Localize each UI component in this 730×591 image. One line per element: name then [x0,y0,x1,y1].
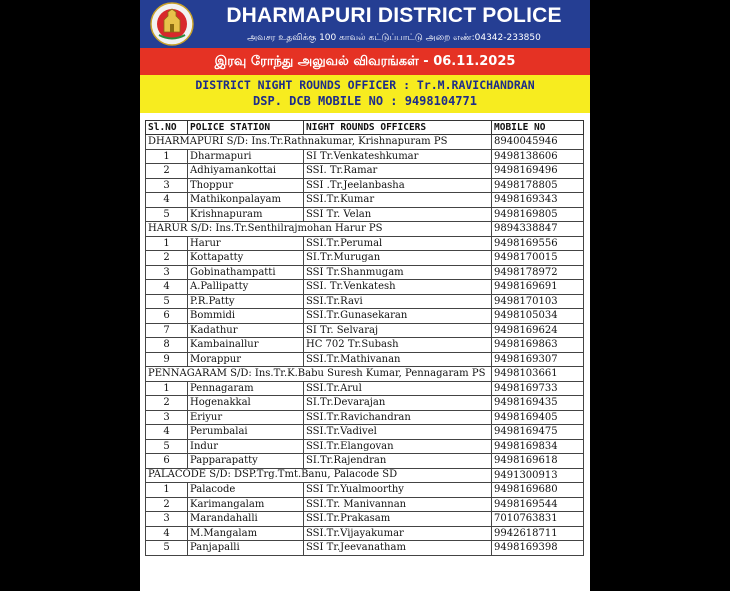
officer-cell: SI Tr.Venkateshkumar [304,149,492,164]
sl-cell: 3 [146,512,188,527]
station-cell: Panjapalli [188,541,304,556]
officer-cell: SSI.Tr.Perumal [304,236,492,251]
table-row [146,323,584,338]
header-police-station: POLICE STATION [188,121,304,135]
header-mobile-no: MOBILE NO [492,121,584,135]
table-row [146,454,584,469]
mobile-cell: 9942618711 [492,526,584,541]
mobile-cell: 9498169691 [492,280,584,295]
sl-cell: 3 [146,410,188,425]
rounds-officer-name: DISTRICT NIGHT ROUNDS OFFICER : Tr.M.RAVICHANDRAN [195,78,535,92]
table-body [146,135,584,556]
section-mobile: 8940045946 [492,135,584,150]
document-page [140,0,590,591]
sl-cell: 1 [146,381,188,396]
table-row [146,193,584,208]
section-row [146,135,584,150]
mobile-cell: 9498169475 [492,425,584,440]
station-cell: Krishnapuram [188,207,304,222]
station-cell: Marandahalli [188,512,304,527]
table-row [146,381,584,396]
officer-cell: SI.Tr.Devarajan [304,396,492,411]
station-cell: Hogenakkal [188,396,304,411]
mobile-cell: 9498169307 [492,352,584,367]
mobile-cell: 9498105034 [492,309,584,324]
section-row [146,222,584,237]
station-cell: A.Pallipatty [188,280,304,295]
section-title: PALACODE S/D: DSP.Trg.Tmt.Banu, Palacode SD [146,468,492,483]
officer-cell: SSI.Tr.Vijayakumar [304,526,492,541]
sl-cell: 2 [146,497,188,512]
officer-cell: SSI. Tr.Ramar [304,164,492,179]
officer-cell: SSI. Tr.Venkatesh [304,280,492,295]
sl-cell: 4 [146,280,188,295]
sl-cell: 1 [146,149,188,164]
sl-cell: 5 [146,439,188,454]
section-mobile: 9491300913 [492,468,584,483]
mobile-cell: 7010763831 [492,512,584,527]
officer-cell: SSI.Tr.Gunasekaran [304,309,492,324]
section-mobile: 9894338847 [492,222,584,237]
sl-cell: 6 [146,309,188,324]
section-title: HARUR S/D: Ins.Tr.Senthilrajmohan Harur PS [146,222,492,237]
table-row [146,338,584,353]
mobile-cell: 9498169435 [492,396,584,411]
table-row [146,425,584,440]
officer-cell: SSI Tr. Velan [304,207,492,222]
officer-cell: SSI.Tr.Ravi [304,294,492,309]
rounds-officer-banner [140,75,590,113]
table-row [146,439,584,454]
table-row [146,251,584,266]
officer-cell: HC 702 Tr.Subash [304,338,492,353]
table-row [146,236,584,251]
sl-cell: 2 [146,251,188,266]
mobile-cell: 9498169624 [492,323,584,338]
table-row [146,483,584,498]
table-row [146,309,584,324]
table-row [146,149,584,164]
sl-cell: 1 [146,483,188,498]
sl-cell: 8 [146,338,188,353]
mobile-cell: 9498169680 [492,483,584,498]
station-cell: Dharmapuri [188,149,304,164]
sl-cell: 3 [146,265,188,280]
table-row [146,280,584,295]
officer-cell: SSI Tr.Jeevanatham [304,541,492,556]
table-header-row [146,121,584,135]
sl-cell: 5 [146,207,188,222]
night-rounds-banner [140,48,590,75]
sl-cell: 2 [146,396,188,411]
table-row [146,541,584,556]
mobile-cell: 9498169544 [492,497,584,512]
station-cell: Kottapatty [188,251,304,266]
sl-cell: 3 [146,178,188,193]
officer-cell: SSI.Tr.Elangovan [304,439,492,454]
station-cell: Gobinathampatti [188,265,304,280]
mobile-cell: 9498169863 [492,338,584,353]
sl-cell: 4 [146,526,188,541]
officer-cell: SSI.Tr. Manivannan [304,497,492,512]
table-row [146,164,584,179]
sl-cell: 4 [146,193,188,208]
station-cell: M.Mangalam [188,526,304,541]
table-row [146,512,584,527]
mobile-cell: 9498138606 [492,149,584,164]
station-cell: Perumbalai [188,425,304,440]
mobile-cell: 9498169618 [492,454,584,469]
table-row [146,526,584,541]
officer-cell: SSI Tr.Shanmugam [304,265,492,280]
station-cell: Adhiyamankottai [188,164,304,179]
officer-cell: SI.Tr.Murugan [304,251,492,266]
sl-cell: 5 [146,294,188,309]
officer-cell: SSI.Tr.Ravichandran [304,410,492,425]
mobile-cell: 9498169834 [492,439,584,454]
mobile-cell: 9498169556 [492,236,584,251]
officer-cell: SSI .Tr.Jeelanbasha [304,178,492,193]
table-row [146,178,584,193]
sl-cell: 6 [146,454,188,469]
table-row [146,265,584,280]
table-row [146,497,584,512]
table-row [146,207,584,222]
mobile-cell: 9498169733 [492,381,584,396]
section-row [146,468,584,483]
sl-cell: 2 [146,164,188,179]
mobile-cell: 9498169496 [492,164,584,179]
station-cell: Morappur [188,352,304,367]
officer-cell: SI Tr. Selvaraj [304,323,492,338]
police-emblem-logo [150,2,194,46]
control-room-line: அவசர உதவிக்கு 100 காவல் கட்டுப்பாட்டு அறை எண்:04342-233850 [247,33,541,43]
officer-cell: SSI.Tr.Arul [304,381,492,396]
mobile-cell: 9498169343 [492,193,584,208]
sl-cell: 9 [146,352,188,367]
officer-cell: SSI.Tr.Prakasam [304,512,492,527]
station-cell: Bommidi [188,309,304,324]
sl-cell: 4 [146,425,188,440]
station-cell: P.R.Patty [188,294,304,309]
night-rounds-table [145,120,584,556]
mobile-cell: 9498178972 [492,265,584,280]
station-cell: Harur [188,236,304,251]
table-row [146,396,584,411]
table-row [146,410,584,425]
section-title: DHARMAPURI S/D: Ins.Tr.Rathnakumar, Krishnapuram PS [146,135,492,150]
table-row [146,352,584,367]
mobile-cell: 9498169398 [492,541,584,556]
sl-cell: 5 [146,541,188,556]
station-cell: Eriyur [188,410,304,425]
station-cell: Pennagaram [188,381,304,396]
section-mobile: 9498103661 [492,367,584,382]
header-sl-no: Sl.NO [146,121,188,135]
header-banner [140,0,590,48]
page-title: DHARMAPURI DISTRICT POLICE [226,4,562,27]
mobile-cell: 9498169805 [492,207,584,222]
officer-cell: SSI.Tr.Mathivanan [304,352,492,367]
officer-cell: SSI.Tr.Vadivel [304,425,492,440]
station-cell: Kadathur [188,323,304,338]
table-row [146,294,584,309]
officer-cell: SI.Tr.Rajendran [304,454,492,469]
section-row [146,367,584,382]
header-night-rounds-officers: NIGHT ROUNDS OFFICERS [304,121,492,135]
rounds-officer-mobile: DSP. DCB MOBILE NO : 9498104771 [253,94,477,108]
sl-cell: 1 [146,236,188,251]
section-title: PENNAGARAM S/D: Ins.Tr.K.Babu Suresh Kumar, Pennagaram PS [146,367,492,382]
station-cell: Thoppur [188,178,304,193]
officer-cell: SSI Tr.Yualmoorthy [304,483,492,498]
mobile-cell: 9498178805 [492,178,584,193]
station-cell: Indur [188,439,304,454]
station-cell: Karimangalam [188,497,304,512]
night-rounds-title: இரவு ரோந்து அலுவல் விவரங்கள் - 06.11.2025 [214,54,516,69]
sl-cell: 7 [146,323,188,338]
officer-cell: SSI.Tr.Kumar [304,193,492,208]
mobile-cell: 9498169405 [492,410,584,425]
mobile-cell: 9498170015 [492,251,584,266]
rounds-table-container [145,120,583,586]
station-cell: Papparapatty [188,454,304,469]
station-cell: Kambainallur [188,338,304,353]
mobile-cell: 9498170103 [492,294,584,309]
station-cell: Mathikonpalayam [188,193,304,208]
station-cell: Palacode [188,483,304,498]
